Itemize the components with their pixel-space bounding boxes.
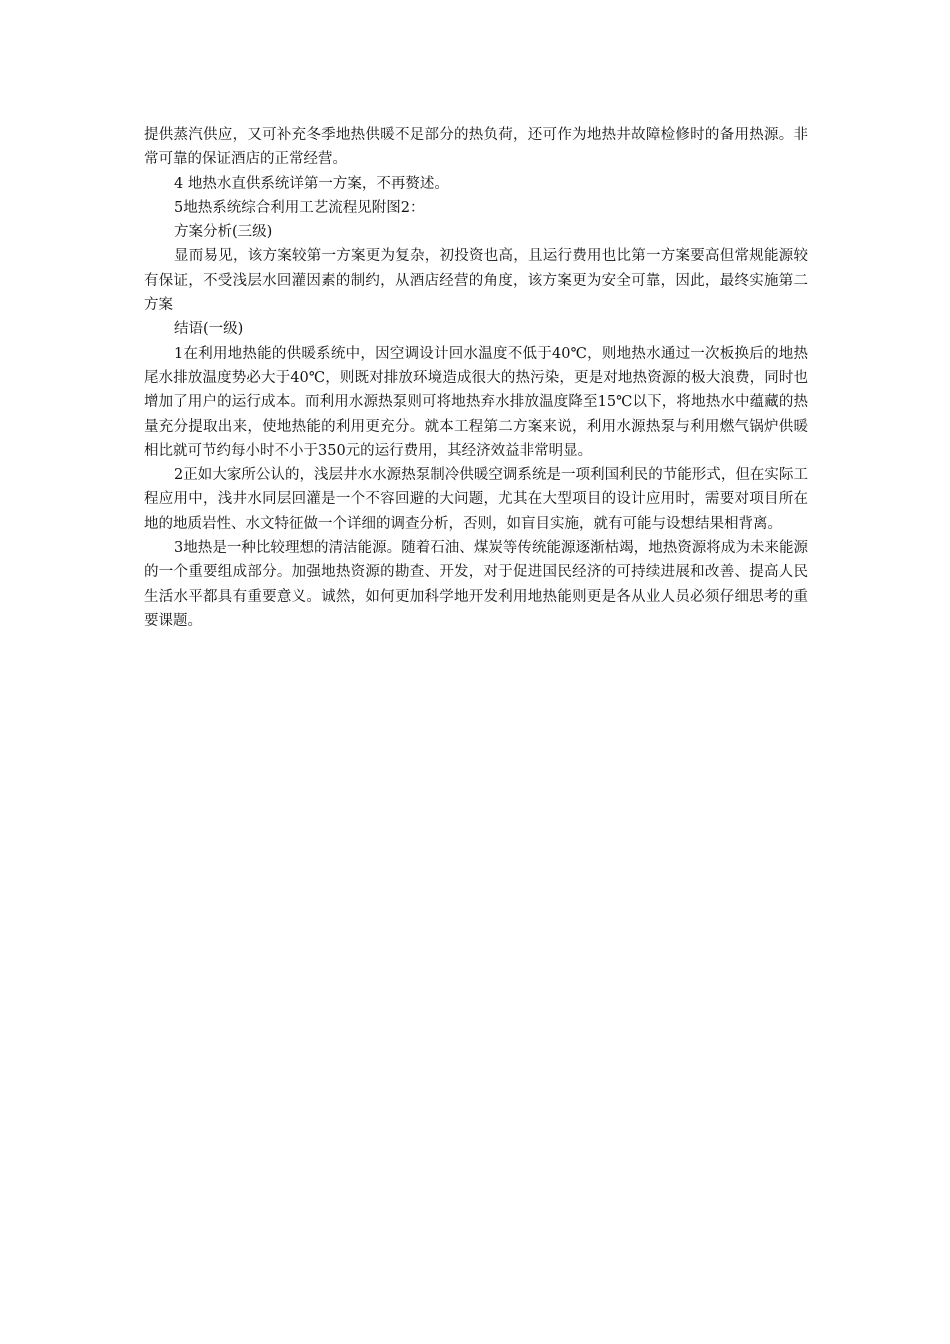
paragraph-conclusion-1: 1在利用地热能的供暖系统中，因空调设计回水温度不低于40℃，则地热水通过一次板换后的地热尾水排放温度势必大于40℃，则既对排放环境造成很大的热污染，更是对地热资源的极大浪费，同时也增加了用户的运行成本。而利用水源热泵则可将地热弃水排放温度降至15℃以下，将地热水中蕴藏的热量充分提取出来，使地热能的利用更充分。就本工程第二方案来说，利用水源热泵与利用燃气锅炉供暖相比就可节约每小时不小于350元的运行费用，其经济效益非常明显。 xyxy=(144,345,808,459)
paragraph-item-4: 4 地热水直供系统详第一方案，不再赘述。 xyxy=(174,175,449,192)
section-heading-analysis: 方案分析(三级) xyxy=(174,224,273,241)
paragraph-conclusion-2: 2正如大家所公认的，浅层井水水源热泵制冷供暖空调系统是一项利国利民的节能形式，但在实际工程应用中，浅井水同层回灌是一个不容回避的大问题，尤其在大型项目的设计应用时，需要对项目所在地的地质岩性、水文特征做一个详细的调查分析，否则，如盲目实施，就有可能与设想结果相背离。 xyxy=(144,467,808,532)
section-heading-conclusion: 结语(一级) xyxy=(174,321,244,338)
paragraph-analysis: 显而易见，该方案较第一方案更为复杂，初投资也高，且运行费用也比第一方案要高但常规能源较有保证，不受浅层水回灌因素的制约，从酒店经营的角度，该方案更为安全可靠，因此，最终实施第二方案 xyxy=(144,248,808,314)
paragraph-continuation: 提供蒸汽供应，又可补充冬季地热供暖不足部分的热负荷，还可作为地热井故障检修时的备用热源。非常可靠的保证酒店的正常经营。 xyxy=(144,127,808,168)
paragraph-item-5: 5地热系统综合利用工艺流程见附图2： xyxy=(174,199,425,216)
paragraph-conclusion-3: 3地热是一种比较理想的清洁能源。随着石油、煤炭等传统能源逐渐枯竭，地热资源将成为未来能源的一个重要组成部分。加强地热资源的勘查、开发，对于促进国民经济的可持续进展和改善、提高人民生活水平都具有重要意义。诚然，如何更加科学地开发利用地热能则更是各从业人员必须仔细思考的重要课题。 xyxy=(144,540,808,629)
document-page xyxy=(144,123,808,633)
